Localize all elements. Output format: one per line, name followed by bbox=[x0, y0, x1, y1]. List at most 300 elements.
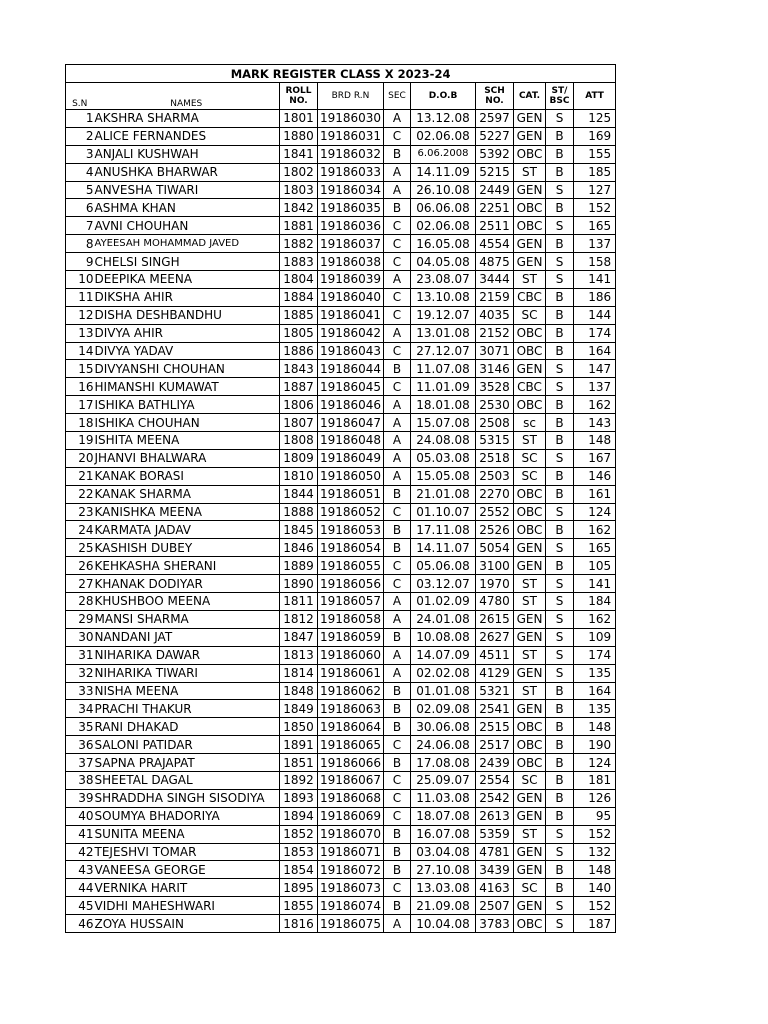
roll-number-cell: 1854 bbox=[280, 861, 318, 879]
st-bsc-cell: B bbox=[546, 342, 574, 360]
scholar-number-cell: 2251 bbox=[476, 199, 514, 217]
category-cell: SC bbox=[514, 306, 546, 324]
serial-number-cell: 4 bbox=[66, 163, 94, 181]
table-row bbox=[66, 807, 616, 825]
st-bsc-cell: S bbox=[546, 360, 574, 378]
date-of-birth-cell: 14.11.07 bbox=[411, 539, 476, 557]
date-of-birth-cell: 27.10.08 bbox=[411, 861, 476, 879]
roll-number-cell: 1849 bbox=[280, 700, 318, 718]
header-sch-no: SCH NO. bbox=[476, 83, 514, 110]
attendance-cell: 109 bbox=[574, 628, 616, 646]
section-cell: C bbox=[384, 378, 411, 396]
scholar-number-cell: 4163 bbox=[476, 879, 514, 897]
category-cell: OBC bbox=[514, 736, 546, 754]
category-cell: SC bbox=[514, 449, 546, 467]
st-bsc-cell: B bbox=[546, 199, 574, 217]
attendance-cell: 124 bbox=[574, 754, 616, 772]
scholar-number-cell: 4780 bbox=[476, 593, 514, 611]
section-cell: B bbox=[384, 861, 411, 879]
date-of-birth-cell: 10.04.08 bbox=[411, 915, 476, 933]
serial-number-cell: 27 bbox=[66, 575, 94, 593]
section-cell: B bbox=[384, 521, 411, 539]
st-bsc-cell: B bbox=[546, 879, 574, 897]
date-of-birth-cell: 13.01.08 bbox=[411, 324, 476, 342]
category-cell: GEN bbox=[514, 127, 546, 145]
serial-number-cell: 33 bbox=[66, 682, 94, 700]
serial-number-cell: 5 bbox=[66, 181, 94, 199]
serial-number-cell: 15 bbox=[66, 360, 94, 378]
student-name-cell: SAPNA PRAJAPAT bbox=[94, 754, 280, 772]
register-title: MARK REGISTER CLASS X 2023-24 bbox=[66, 65, 616, 83]
scholar-number-cell: 2152 bbox=[476, 324, 514, 342]
table-row bbox=[66, 879, 616, 897]
category-cell: ST bbox=[514, 646, 546, 664]
table-row bbox=[66, 235, 616, 253]
attendance-cell: 165 bbox=[574, 539, 616, 557]
scholar-number-cell: 2439 bbox=[476, 754, 514, 772]
attendance-cell: 127 bbox=[574, 181, 616, 199]
section-cell: A bbox=[384, 610, 411, 628]
roll-number-cell: 1883 bbox=[280, 253, 318, 271]
board-roll-number-cell: 19186034 bbox=[318, 181, 384, 199]
section-cell: C bbox=[384, 503, 411, 521]
date-of-birth-cell: 16.05.08 bbox=[411, 235, 476, 253]
date-of-birth-cell: 24.06.08 bbox=[411, 736, 476, 754]
scholar-number-cell: 5227 bbox=[476, 127, 514, 145]
student-name-cell: KHANAK DODIYAR bbox=[94, 575, 280, 593]
date-of-birth-cell: 25.09.07 bbox=[411, 771, 476, 789]
table-row bbox=[66, 449, 616, 467]
date-of-birth-cell: 21.01.08 bbox=[411, 485, 476, 503]
date-of-birth-cell: 21.09.08 bbox=[411, 897, 476, 915]
student-name-cell: ALICE FERNANDES bbox=[94, 127, 280, 145]
category-cell: CBC bbox=[514, 378, 546, 396]
roll-number-cell: 1811 bbox=[280, 593, 318, 611]
student-name-cell: VANEESA GEORGE bbox=[94, 861, 280, 879]
board-roll-number-cell: 19186062 bbox=[318, 682, 384, 700]
roll-number-cell: 1801 bbox=[280, 110, 318, 128]
date-of-birth-cell: 05.06.08 bbox=[411, 557, 476, 575]
scholar-number-cell: 2270 bbox=[476, 485, 514, 503]
header-brd-rn: BRD R.N bbox=[318, 83, 384, 110]
date-of-birth-cell: 14.07.09 bbox=[411, 646, 476, 664]
serial-number-cell: 21 bbox=[66, 467, 94, 485]
section-cell: B bbox=[384, 628, 411, 646]
category-cell: OBC bbox=[514, 718, 546, 736]
st-bsc-cell: S bbox=[546, 610, 574, 628]
attendance-cell: 135 bbox=[574, 664, 616, 682]
date-of-birth-cell: 02.06.08 bbox=[411, 217, 476, 235]
table-row bbox=[66, 700, 616, 718]
scholar-number-cell: 5054 bbox=[476, 539, 514, 557]
table-row bbox=[66, 378, 616, 396]
serial-number-cell: 13 bbox=[66, 324, 94, 342]
serial-number-cell: 34 bbox=[66, 700, 94, 718]
board-roll-number-cell: 19186061 bbox=[318, 664, 384, 682]
attendance-cell: 164 bbox=[574, 342, 616, 360]
header-st-bsc: ST/ BSC bbox=[546, 83, 574, 110]
category-cell: OBC bbox=[514, 915, 546, 933]
header-sn: S.N bbox=[66, 83, 94, 110]
section-cell: A bbox=[384, 271, 411, 289]
category-cell: GEN bbox=[514, 360, 546, 378]
section-cell: B bbox=[384, 700, 411, 718]
st-bsc-cell: B bbox=[546, 127, 574, 145]
student-name-cell: NANDANI JAT bbox=[94, 628, 280, 646]
category-cell: ST bbox=[514, 593, 546, 611]
st-bsc-cell: S bbox=[546, 575, 574, 593]
st-bsc-cell: B bbox=[546, 557, 574, 575]
student-name-cell: DIVYANSHI CHOUHAN bbox=[94, 360, 280, 378]
table-row bbox=[66, 682, 616, 700]
student-name-cell: VIDHI MAHESHWARI bbox=[94, 897, 280, 915]
category-cell: OBC bbox=[514, 396, 546, 414]
attendance-cell: 155 bbox=[574, 145, 616, 163]
category-cell: CBC bbox=[514, 288, 546, 306]
attendance-cell: 190 bbox=[574, 736, 616, 754]
st-bsc-cell: B bbox=[546, 682, 574, 700]
attendance-cell: 135 bbox=[574, 700, 616, 718]
serial-number-cell: 41 bbox=[66, 825, 94, 843]
student-name-cell: NIHARIKA DAWAR bbox=[94, 646, 280, 664]
table-row bbox=[66, 360, 616, 378]
board-roll-number-cell: 19186050 bbox=[318, 467, 384, 485]
serial-number-cell: 11 bbox=[66, 288, 94, 306]
scholar-number-cell: 2526 bbox=[476, 521, 514, 539]
st-bsc-cell: B bbox=[546, 163, 574, 181]
board-roll-number-cell: 19186035 bbox=[318, 199, 384, 217]
section-cell: C bbox=[384, 879, 411, 897]
date-of-birth-cell: 17.11.08 bbox=[411, 521, 476, 539]
board-roll-number-cell: 19186060 bbox=[318, 646, 384, 664]
board-roll-number-cell: 19186055 bbox=[318, 557, 384, 575]
roll-number-cell: 1884 bbox=[280, 288, 318, 306]
date-of-birth-cell: 18.01.08 bbox=[411, 396, 476, 414]
st-bsc-cell: S bbox=[546, 110, 574, 128]
section-cell: C bbox=[384, 807, 411, 825]
student-name-cell: SUNITA MEENA bbox=[94, 825, 280, 843]
table-row bbox=[66, 593, 616, 611]
header-names: NAMES bbox=[94, 83, 280, 110]
table-row bbox=[66, 110, 616, 128]
attendance-cell: 164 bbox=[574, 682, 616, 700]
table-row bbox=[66, 789, 616, 807]
date-of-birth-cell: 01.01.08 bbox=[411, 682, 476, 700]
student-name-cell: JHANVI BHALWARA bbox=[94, 449, 280, 467]
category-cell: OBC bbox=[514, 521, 546, 539]
serial-number-cell: 38 bbox=[66, 771, 94, 789]
roll-number-cell: 1841 bbox=[280, 145, 318, 163]
category-cell: GEN bbox=[514, 861, 546, 879]
serial-number-cell: 10 bbox=[66, 271, 94, 289]
table-row bbox=[66, 843, 616, 861]
date-of-birth-cell: 15.05.08 bbox=[411, 467, 476, 485]
board-roll-number-cell: 19186031 bbox=[318, 127, 384, 145]
student-name-cell: AYEESAH MOHAMMAD JAVED bbox=[94, 235, 280, 253]
board-roll-number-cell: 19186066 bbox=[318, 754, 384, 772]
attendance-cell: 169 bbox=[574, 127, 616, 145]
date-of-birth-cell: 03.12.07 bbox=[411, 575, 476, 593]
roll-number-cell: 1852 bbox=[280, 825, 318, 843]
student-name-cell: ZOYA HUSSAIN bbox=[94, 915, 280, 933]
date-of-birth-cell: 01.02.09 bbox=[411, 593, 476, 611]
roll-number-cell: 1805 bbox=[280, 324, 318, 342]
board-roll-number-cell: 19186046 bbox=[318, 396, 384, 414]
roll-number-cell: 1803 bbox=[280, 181, 318, 199]
st-bsc-cell: B bbox=[546, 414, 574, 432]
category-cell: GEN bbox=[514, 843, 546, 861]
serial-number-cell: 2 bbox=[66, 127, 94, 145]
serial-number-cell: 16 bbox=[66, 378, 94, 396]
student-name-cell: KHUSHBOO MEENA bbox=[94, 593, 280, 611]
serial-number-cell: 19 bbox=[66, 432, 94, 450]
scholar-number-cell: 2503 bbox=[476, 467, 514, 485]
category-cell: ST bbox=[514, 825, 546, 843]
date-of-birth-cell: 01.10.07 bbox=[411, 503, 476, 521]
serial-number-cell: 26 bbox=[66, 557, 94, 575]
st-bsc-cell: B bbox=[546, 485, 574, 503]
student-name-cell: TEJESHVI TOMAR bbox=[94, 843, 280, 861]
category-cell: GEN bbox=[514, 897, 546, 915]
category-cell: GEN bbox=[514, 235, 546, 253]
roll-number-cell: 1887 bbox=[280, 378, 318, 396]
category-cell: OBC bbox=[514, 324, 546, 342]
table-row bbox=[66, 915, 616, 933]
table-row bbox=[66, 432, 616, 450]
roll-number-cell: 1885 bbox=[280, 306, 318, 324]
roll-number-cell: 1886 bbox=[280, 342, 318, 360]
date-of-birth-cell: 02.06.08 bbox=[411, 127, 476, 145]
roll-number-cell: 1843 bbox=[280, 360, 318, 378]
serial-number-cell: 35 bbox=[66, 718, 94, 736]
attendance-cell: 125 bbox=[574, 110, 616, 128]
date-of-birth-cell: 24.08.08 bbox=[411, 432, 476, 450]
roll-number-cell: 1889 bbox=[280, 557, 318, 575]
scholar-number-cell: 3100 bbox=[476, 557, 514, 575]
board-roll-number-cell: 19186072 bbox=[318, 861, 384, 879]
category-cell: OBC bbox=[514, 342, 546, 360]
section-cell: B bbox=[384, 360, 411, 378]
board-roll-number-cell: 19186054 bbox=[318, 539, 384, 557]
table-row bbox=[66, 825, 616, 843]
attendance-cell: 146 bbox=[574, 467, 616, 485]
date-of-birth-cell: 24.01.08 bbox=[411, 610, 476, 628]
serial-number-cell: 31 bbox=[66, 646, 94, 664]
category-cell: OBC bbox=[514, 485, 546, 503]
attendance-cell: 186 bbox=[574, 288, 616, 306]
st-bsc-cell: S bbox=[546, 628, 574, 646]
board-roll-number-cell: 19186033 bbox=[318, 163, 384, 181]
roll-number-cell: 1855 bbox=[280, 897, 318, 915]
scholar-number-cell: 3783 bbox=[476, 915, 514, 933]
serial-number-cell: 28 bbox=[66, 593, 94, 611]
mark-register-table bbox=[65, 64, 616, 933]
section-cell: C bbox=[384, 235, 411, 253]
scholar-number-cell: 2159 bbox=[476, 288, 514, 306]
table-row bbox=[66, 610, 616, 628]
date-of-birth-cell: 02.09.08 bbox=[411, 700, 476, 718]
serial-number-cell: 20 bbox=[66, 449, 94, 467]
board-roll-number-cell: 19186032 bbox=[318, 145, 384, 163]
scholar-number-cell: 5392 bbox=[476, 145, 514, 163]
attendance-cell: 158 bbox=[574, 253, 616, 271]
student-name-cell: DIKSHA AHIR bbox=[94, 288, 280, 306]
roll-number-cell: 1802 bbox=[280, 163, 318, 181]
student-name-cell: SHRADDHA SINGH SISODIYA bbox=[94, 789, 280, 807]
table-row bbox=[66, 575, 616, 593]
attendance-cell: 126 bbox=[574, 789, 616, 807]
table-row bbox=[66, 897, 616, 915]
category-cell: OBC bbox=[514, 199, 546, 217]
section-cell: A bbox=[384, 915, 411, 933]
attendance-cell: 105 bbox=[574, 557, 616, 575]
scholar-number-cell: 2554 bbox=[476, 771, 514, 789]
attendance-cell: 137 bbox=[574, 235, 616, 253]
date-of-birth-cell: 23.08.07 bbox=[411, 271, 476, 289]
header-cat: CAT. bbox=[514, 83, 546, 110]
student-name-cell: AVNI CHOUHAN bbox=[94, 217, 280, 235]
roll-number-cell: 1816 bbox=[280, 915, 318, 933]
student-name-cell: SOUMYA BHADORIYA bbox=[94, 807, 280, 825]
board-roll-number-cell: 19186049 bbox=[318, 449, 384, 467]
roll-number-cell: 1810 bbox=[280, 467, 318, 485]
attendance-cell: 187 bbox=[574, 915, 616, 933]
table-row bbox=[66, 736, 616, 754]
attendance-cell: 185 bbox=[574, 163, 616, 181]
student-name-cell: ASHMA KHAN bbox=[94, 199, 280, 217]
scholar-number-cell: 5321 bbox=[476, 682, 514, 700]
category-cell: GEN bbox=[514, 700, 546, 718]
st-bsc-cell: B bbox=[546, 306, 574, 324]
section-cell: A bbox=[384, 414, 411, 432]
scholar-number-cell: 2511 bbox=[476, 217, 514, 235]
student-name-cell: DEEPIKA MEENA bbox=[94, 271, 280, 289]
category-cell: GEN bbox=[514, 664, 546, 682]
section-cell: C bbox=[384, 288, 411, 306]
attendance-cell: 141 bbox=[574, 271, 616, 289]
header-dob: D.O.B bbox=[411, 83, 476, 110]
table-row bbox=[66, 521, 616, 539]
serial-number-cell: 30 bbox=[66, 628, 94, 646]
roll-number-cell: 1894 bbox=[280, 807, 318, 825]
attendance-cell: 147 bbox=[574, 360, 616, 378]
section-cell: A bbox=[384, 163, 411, 181]
category-cell: sc bbox=[514, 414, 546, 432]
st-bsc-cell: B bbox=[546, 467, 574, 485]
attendance-cell: 143 bbox=[574, 414, 616, 432]
scholar-number-cell: 2518 bbox=[476, 449, 514, 467]
student-name-cell: CHELSI SINGH bbox=[94, 253, 280, 271]
table-row bbox=[66, 145, 616, 163]
table-row bbox=[66, 396, 616, 414]
date-of-birth-cell: 13.03.08 bbox=[411, 879, 476, 897]
roll-number-cell: 1846 bbox=[280, 539, 318, 557]
category-cell: GEN bbox=[514, 628, 546, 646]
st-bsc-cell: B bbox=[546, 145, 574, 163]
serial-number-cell: 18 bbox=[66, 414, 94, 432]
scholar-number-cell: 3439 bbox=[476, 861, 514, 879]
student-name-cell: KASHISH DUBEY bbox=[94, 539, 280, 557]
category-cell: OBC bbox=[514, 754, 546, 772]
student-name-cell: ISHIKA BATHLIYA bbox=[94, 396, 280, 414]
section-cell: B bbox=[384, 718, 411, 736]
board-roll-number-cell: 19186052 bbox=[318, 503, 384, 521]
scholar-number-cell: 4554 bbox=[476, 235, 514, 253]
serial-number-cell: 8 bbox=[66, 235, 94, 253]
section-cell: A bbox=[384, 110, 411, 128]
roll-number-cell: 1814 bbox=[280, 664, 318, 682]
date-of-birth-cell: 13.10.08 bbox=[411, 288, 476, 306]
st-bsc-cell: B bbox=[546, 754, 574, 772]
attendance-cell: 165 bbox=[574, 217, 616, 235]
board-roll-number-cell: 19186075 bbox=[318, 915, 384, 933]
serial-number-cell: 17 bbox=[66, 396, 94, 414]
scholar-number-cell: 4875 bbox=[476, 253, 514, 271]
board-roll-number-cell: 19186040 bbox=[318, 288, 384, 306]
serial-number-cell: 40 bbox=[66, 807, 94, 825]
category-cell: GEN bbox=[514, 789, 546, 807]
board-roll-number-cell: 19186030 bbox=[318, 110, 384, 128]
st-bsc-cell: B bbox=[546, 861, 574, 879]
scholar-number-cell: 2517 bbox=[476, 736, 514, 754]
roll-number-cell: 1813 bbox=[280, 646, 318, 664]
st-bsc-cell: S bbox=[546, 825, 574, 843]
st-bsc-cell: B bbox=[546, 324, 574, 342]
scholar-number-cell: 2515 bbox=[476, 718, 514, 736]
attendance-cell: 167 bbox=[574, 449, 616, 467]
student-name-cell: KEHKASHA SHERANI bbox=[94, 557, 280, 575]
st-bsc-cell: S bbox=[546, 593, 574, 611]
st-bsc-cell: S bbox=[546, 253, 574, 271]
category-cell: SC bbox=[514, 879, 546, 897]
date-of-birth-cell: 16.07.08 bbox=[411, 825, 476, 843]
attendance-cell: 162 bbox=[574, 610, 616, 628]
table-row bbox=[66, 539, 616, 557]
scholar-number-cell: 2552 bbox=[476, 503, 514, 521]
roll-number-cell: 1888 bbox=[280, 503, 318, 521]
category-cell: SC bbox=[514, 771, 546, 789]
section-cell: B bbox=[384, 539, 411, 557]
student-name-cell: SHEETAL DAGAL bbox=[94, 771, 280, 789]
section-cell: B bbox=[384, 199, 411, 217]
attendance-cell: 152 bbox=[574, 825, 616, 843]
scholar-number-cell: 2615 bbox=[476, 610, 514, 628]
table-row bbox=[66, 271, 616, 289]
board-roll-number-cell: 19186044 bbox=[318, 360, 384, 378]
board-roll-number-cell: 19186037 bbox=[318, 235, 384, 253]
roll-number-cell: 1845 bbox=[280, 521, 318, 539]
student-name-cell: SALONI PATIDAR bbox=[94, 736, 280, 754]
board-roll-number-cell: 19186058 bbox=[318, 610, 384, 628]
section-cell: A bbox=[384, 449, 411, 467]
serial-number-cell: 6 bbox=[66, 199, 94, 217]
st-bsc-cell: S bbox=[546, 217, 574, 235]
scholar-number-cell: 3528 bbox=[476, 378, 514, 396]
roll-number-cell: 1890 bbox=[280, 575, 318, 593]
student-name-cell: KANAK SHARMA bbox=[94, 485, 280, 503]
serial-number-cell: 44 bbox=[66, 879, 94, 897]
board-roll-number-cell: 19186048 bbox=[318, 432, 384, 450]
serial-number-cell: 37 bbox=[66, 754, 94, 772]
section-cell: B bbox=[384, 754, 411, 772]
scholar-number-cell: 3444 bbox=[476, 271, 514, 289]
st-bsc-cell: B bbox=[546, 789, 574, 807]
serial-number-cell: 12 bbox=[66, 306, 94, 324]
student-name-cell: NISHA MEENA bbox=[94, 682, 280, 700]
date-of-birth-cell: 03.04.08 bbox=[411, 843, 476, 861]
date-of-birth-cell: 10.08.08 bbox=[411, 628, 476, 646]
date-of-birth-cell: 17.08.08 bbox=[411, 754, 476, 772]
